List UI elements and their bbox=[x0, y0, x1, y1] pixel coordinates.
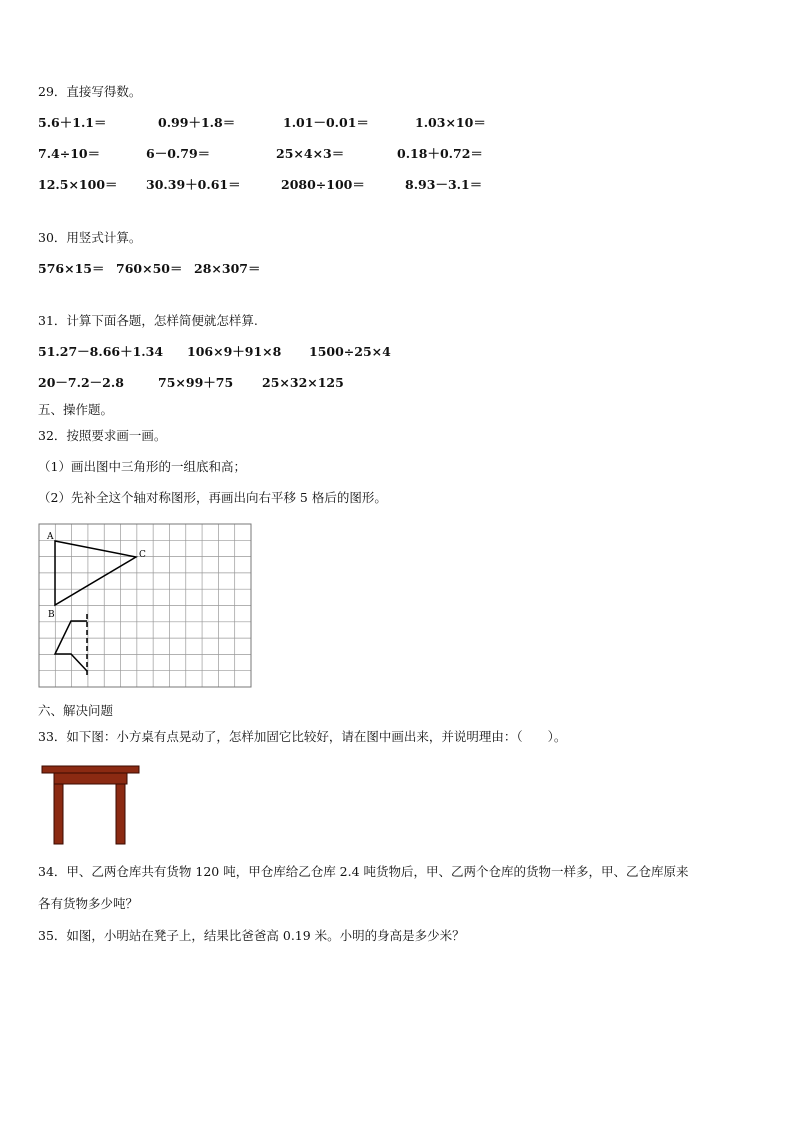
wobbly-table-illustration bbox=[40, 764, 142, 846]
q31-title: 31．计算下面各题，怎样简便就怎样算. bbox=[38, 313, 258, 328]
q33-title: 33．如下图：小方桌有点晃动了，怎样加固它比较好，请在图中画出来，并说明理由：（ ）。 bbox=[38, 729, 567, 744]
q29-expr-2-1: 7.4÷10＝ bbox=[38, 146, 101, 161]
grid-figure bbox=[38, 523, 252, 689]
q29-expr-1-2: 0.99＋1.8＝ bbox=[158, 115, 236, 130]
q29-expr-1-4: 1.03×10＝ bbox=[415, 115, 486, 130]
table-top bbox=[42, 766, 139, 773]
q29-title: 29．直接写得数。 bbox=[38, 84, 142, 99]
table-leg-left bbox=[54, 784, 63, 844]
label-b: B bbox=[48, 610, 55, 620]
q29-expr-3-2: 30.39＋0.61＝ bbox=[146, 177, 241, 192]
q35-title: 35．如图，小明站在凳子上，结果比爸爸高 0.19 米。小明的身高是多少米？ bbox=[38, 928, 465, 943]
q29-expr-1-3: 1.01－0.01＝ bbox=[283, 115, 369, 130]
table-apron bbox=[54, 773, 127, 784]
q30-title: 30．用竖式计算。 bbox=[38, 230, 142, 245]
q34-line-1: 34．甲、乙两仓库共有货物 120 吨，甲仓库给乙仓库 2.4 吨货物后，甲、乙两个仓库的货物一样多，甲、乙仓库原来 bbox=[38, 864, 689, 879]
section-6-heading: 六、解决问题 bbox=[38, 703, 114, 718]
q31-expr-2-3: 25×32×125 bbox=[262, 375, 344, 390]
q29-expr-3-3: 2080÷100＝ bbox=[281, 177, 365, 192]
q29-expr-3-4: 8.93－3.1＝ bbox=[405, 177, 483, 192]
q29-expr-2-2: 6－0.79＝ bbox=[146, 146, 211, 161]
q34-line-2: 各有货物多少吨？ bbox=[38, 896, 139, 911]
q30-item-2: 760×50＝ bbox=[116, 261, 183, 276]
table-leg-right bbox=[116, 784, 125, 844]
q32-title: 32．按照要求画一画。 bbox=[38, 428, 167, 443]
q30-item-1: 576×15＝ bbox=[38, 261, 105, 276]
q31-expr-1-2: 106×9＋91×8 bbox=[187, 344, 282, 359]
q29-expr-2-3: 25×4×3＝ bbox=[276, 146, 345, 161]
section-5-heading: 五、操作题。 bbox=[38, 402, 114, 417]
q31-expr-1-1: 51.27－8.66＋1.34 bbox=[38, 344, 164, 359]
q29-expr-3-1: 12.5×100＝ bbox=[38, 177, 118, 192]
q31-expr-1-3: 1500÷25×4 bbox=[309, 344, 391, 359]
half-symmetric-shape bbox=[55, 621, 87, 671]
q29-expr-2-4: 0.18＋0.72＝ bbox=[397, 146, 483, 161]
q29-expr-1-1: 5.6＋1.1＝ bbox=[38, 115, 107, 130]
label-c: C bbox=[139, 550, 146, 560]
q30-item-3: 28×307＝ bbox=[194, 261, 261, 276]
q31-expr-2-2: 75×99＋75 bbox=[158, 375, 234, 390]
q32-sub-1: （1）画出图中三角形的一组底和高； bbox=[38, 459, 246, 474]
label-a: A bbox=[47, 532, 54, 542]
grid-lines bbox=[39, 524, 251, 687]
q32-sub-2: （2）先补全这个轴对称图形，再画出向右平移 5 格后的图形。 bbox=[38, 490, 387, 505]
q31-expr-2-1: 20－7.2－2.8 bbox=[38, 375, 124, 390]
